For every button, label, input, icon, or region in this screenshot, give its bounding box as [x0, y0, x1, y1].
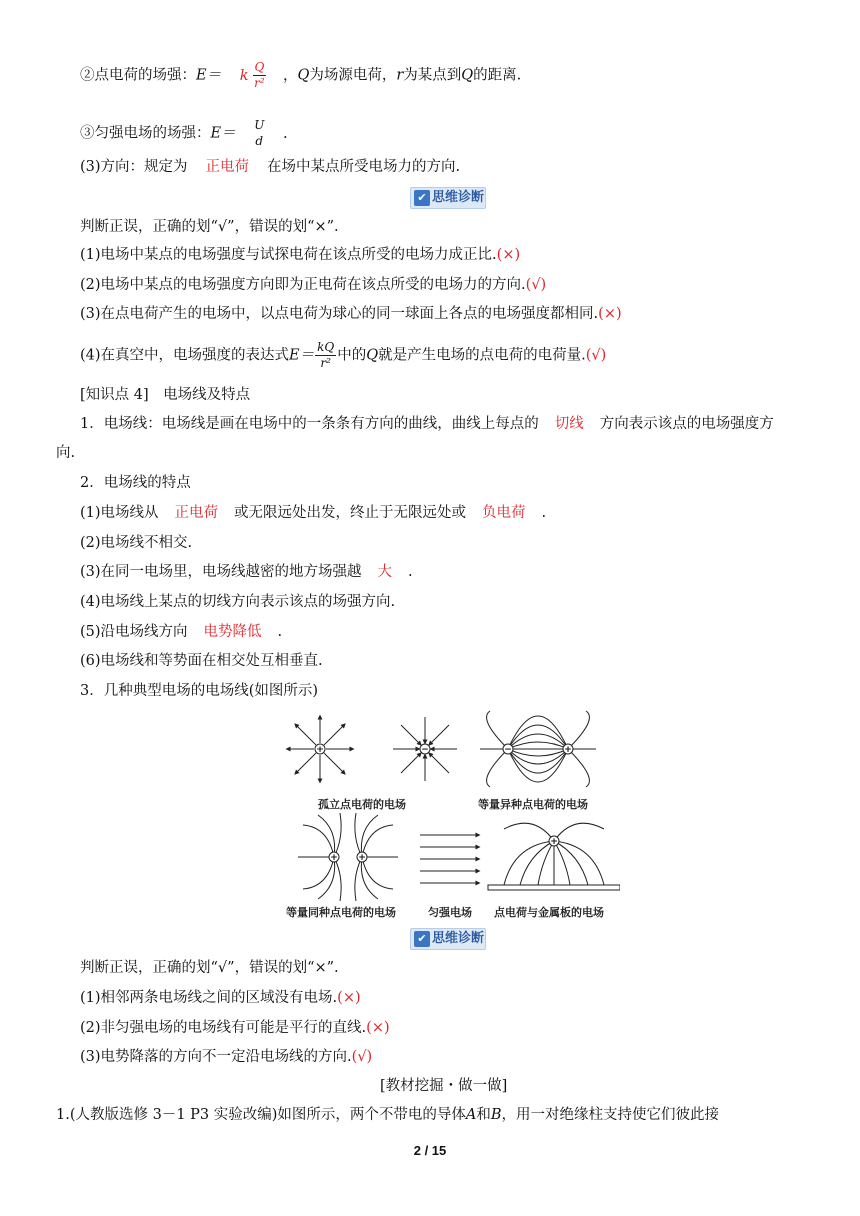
plus-sign: +	[330, 853, 338, 863]
judge-item	[80, 340, 606, 371]
text: 为某点到	[403, 67, 462, 84]
sub-heading: 2．电场线的特点	[80, 475, 191, 491]
frac-num: Q	[254, 60, 265, 74]
answer: 负电荷	[482, 505, 526, 521]
plus-sign: +	[550, 837, 558, 847]
badge-label: 思维诊断	[432, 190, 485, 205]
plus-sign: +	[316, 745, 324, 755]
formula-label: ③匀强电场的场强：	[80, 125, 211, 142]
feature-6: (6)电场线和等势面在相交处互相垂直.	[80, 653, 323, 669]
text: (2)非匀强电场的电场线有可能是平行的直线.	[80, 1020, 367, 1036]
feature-3	[80, 562, 413, 582]
dipole-field	[480, 711, 596, 787]
answer: 正电荷	[174, 505, 219, 521]
frac-den: d	[255, 134, 264, 148]
check-icon: ✔	[414, 931, 430, 947]
answer: 切线	[554, 416, 584, 432]
text: 为场源电荷，	[309, 67, 397, 84]
judge-item	[80, 1047, 372, 1067]
judge-item	[80, 988, 361, 1008]
field-lines-figure	[280, 705, 620, 920]
answer: 电势降低	[203, 624, 262, 640]
var-Q: Q	[297, 67, 310, 84]
text: ，	[282, 67, 298, 84]
formula-k: k	[239, 67, 249, 84]
text: 向.	[56, 445, 76, 461]
charge-plate-field	[488, 823, 620, 890]
thinking-diagnosis-badge	[410, 928, 486, 950]
text: (3)在点电荷产生的电场中，以点电荷为球心的同一球面上各点的电场强度都相同.	[80, 306, 599, 322]
mark: (×)	[366, 1020, 390, 1036]
text: (5)沿电场线方向	[80, 624, 188, 640]
mark: (×)	[598, 306, 622, 322]
text: 方向表示该点的电场强度方	[599, 416, 774, 432]
plus-sign: +	[564, 745, 572, 755]
text: .	[541, 505, 547, 521]
mark: (×)	[496, 247, 521, 263]
text: 1．电场线：电场线是画在电场中的一条条有方向的曲线，曲线上每点的	[80, 416, 539, 432]
figure-caption: 等量异种点电荷的电场	[478, 798, 588, 811]
badge-label: 思维诊断	[432, 931, 485, 946]
judge-item	[80, 1018, 390, 1038]
feature-4: (4)电场线上某点的切线方向表示该点的场强方向.	[80, 594, 396, 610]
feature-2: (2)电场线不相交.	[80, 535, 193, 551]
text: .	[277, 624, 283, 640]
fraction-U-over-d	[252, 118, 266, 149]
var-r: r	[396, 67, 404, 84]
question-1	[56, 1105, 719, 1125]
point-charge-formula	[80, 60, 521, 91]
text: 或无限远处出发，终止于无限远处或	[234, 505, 467, 521]
minus-sign: −	[504, 745, 512, 755]
feature-1	[80, 503, 546, 523]
var-B: B	[490, 1107, 502, 1123]
mark: (×)	[337, 990, 361, 1006]
text: (3)电势降落的方向不一定沿电场线的方向.	[80, 1049, 352, 1065]
text: .	[408, 564, 413, 580]
judge-intro: 判断正误，正确的划“√”，错误的划“×”.	[80, 219, 339, 235]
var-A: A	[465, 1107, 477, 1123]
text: 1.(人教版选修 3－1 P3 实验改编)如图所示，两个不带电的导体	[56, 1107, 466, 1123]
figure-caption: 点电荷与金属板的电场	[494, 906, 604, 919]
var-Q: Q	[461, 67, 474, 84]
def-line	[80, 414, 774, 434]
frac-num: kQ	[317, 340, 335, 354]
judge-item	[80, 245, 520, 265]
fraction-kQ-over-r2	[315, 340, 336, 371]
section-heading: [教材挖掘・做一做]	[380, 1078, 508, 1094]
like-charges-field	[298, 813, 398, 901]
var-Q: Q	[366, 347, 379, 364]
page-number: 2 / 15	[413, 1143, 447, 1158]
text: .	[282, 125, 288, 142]
sub-heading: 3．几种典型电场的电场线(如图所示)	[80, 683, 319, 699]
text: (3)方向：规定为	[80, 159, 188, 175]
minus-sign: −	[421, 745, 429, 755]
plus-sign: +	[358, 853, 366, 863]
uniform-field-formula	[80, 118, 288, 149]
uniform-field	[420, 835, 478, 883]
formula-E: E＝	[210, 125, 236, 142]
figure-caption: 孤立点电荷的电场	[318, 798, 406, 811]
answer: 大	[377, 564, 393, 580]
judge-item	[80, 275, 546, 295]
text: (4)在真空中，电场强度的表达式	[80, 347, 290, 364]
section-heading: [知识点 4] 电场线及特点	[80, 387, 251, 403]
text: (1)相邻两条电场线之间的区域没有电场.	[80, 990, 338, 1006]
feature-5	[80, 622, 282, 642]
answer: 正电荷	[205, 159, 250, 175]
text: ，用一对绝缘柱支持使它们彼此接	[501, 1107, 720, 1123]
formula-E: E＝	[196, 67, 222, 84]
frac-num: U	[254, 118, 265, 132]
text: 中的	[337, 347, 367, 364]
check-icon: ✔	[414, 190, 430, 206]
frac-den: r²	[254, 76, 265, 90]
text: (3)在同一电场里，电场线越密的地方场强越	[80, 564, 362, 580]
text: (1)电场中某点的电场强度与试探电荷在该点所受的电场力成正比.	[80, 247, 497, 263]
formula-E: E＝	[289, 347, 315, 364]
text: 在场中某点所受电场力的方向.	[267, 159, 461, 175]
mark: (√)	[351, 1049, 373, 1065]
judge-intro: 判断正误，正确的划“√”，错误的划“×”.	[80, 960, 339, 976]
text: 和	[476, 1107, 491, 1123]
fraction-Q-over-r2	[253, 60, 267, 91]
text: 就是产生电场的点电荷的电荷量.	[378, 347, 586, 364]
thinking-diagnosis-badge	[410, 187, 486, 209]
judge-item	[80, 304, 622, 324]
text: 的距离.	[473, 67, 522, 84]
formula-label: ②点电荷的场强：	[80, 67, 196, 84]
frac-den: r²	[320, 356, 331, 370]
figure-caption: 匀强电场	[428, 906, 472, 919]
direction-line	[80, 157, 460, 177]
figure-caption: 等量同种点电荷的电场	[286, 906, 396, 919]
mark: (√)	[525, 277, 547, 293]
mark: (√)	[585, 347, 607, 364]
text: (1)电场线从	[80, 505, 159, 521]
text: (2)电场中某点的电场强度方向即为正电荷在该点所受的电场力的方向.	[80, 277, 526, 293]
